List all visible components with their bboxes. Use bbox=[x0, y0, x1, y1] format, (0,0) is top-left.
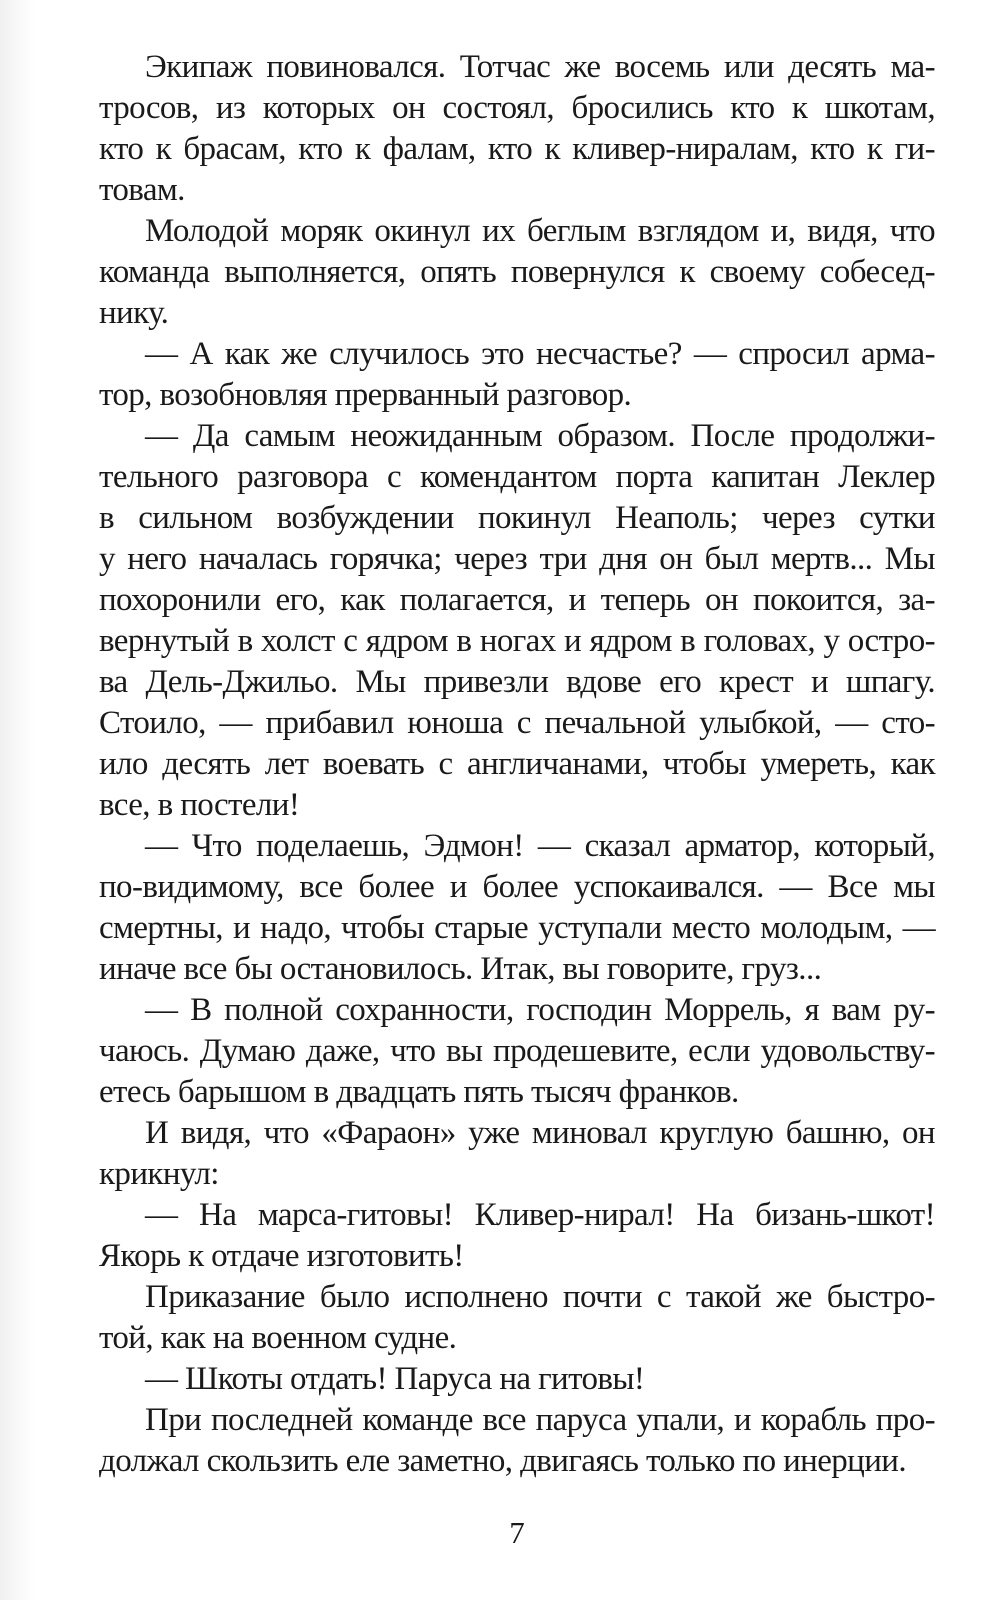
text-line: по-видимому, все более и более успокаивался. — Все мы bbox=[99, 869, 935, 905]
paragraph bbox=[99, 1277, 935, 1359]
text-line: иначе все бы остановилось. Итак, вы говорите, груз... bbox=[99, 951, 822, 987]
text-line: И видя, что «Фараон» уже миновал круглую башню, он bbox=[145, 1115, 935, 1151]
text-line: Якорь к отдаче изготовить! bbox=[99, 1238, 464, 1274]
text-line: тор, возобновляя прерванный разговор. bbox=[99, 377, 632, 413]
text-line: тросов, из которых он состоял, бросились кто к шкотам, bbox=[99, 90, 935, 126]
page-number: 7 bbox=[509, 1515, 525, 1550]
paragraph bbox=[99, 1195, 935, 1277]
text-line: товам. bbox=[99, 172, 185, 208]
text-line: похоронили его, как полагается, и теперь он покоится, за- bbox=[99, 582, 935, 618]
paragraph bbox=[99, 1113, 935, 1195]
text-line: крикнул: bbox=[99, 1156, 219, 1192]
paragraph bbox=[99, 1400, 935, 1482]
paragraph bbox=[99, 47, 935, 211]
text-line: Стоило, — прибавил юноша с печальной улыбкой, — сто- bbox=[99, 705, 935, 741]
text-line: — В полной сохранности, господин Моррель, я вам ру- bbox=[145, 992, 935, 1028]
paragraph bbox=[99, 1359, 935, 1400]
text-line: етесь барышом в двадцать пять тысяч франков. bbox=[99, 1074, 739, 1110]
text-line: — А как же случилось это несчастье? — спросил арма- bbox=[145, 336, 935, 372]
text-line: — На марса-гитовы! Кливер-нирал! На бизань-шкот! bbox=[145, 1197, 935, 1233]
text-line: Молодой моряк окинул их беглым взглядом и, видя, что bbox=[145, 213, 935, 249]
text-line: ило десять лет воевать с англичанами, чтобы умереть, как bbox=[99, 746, 935, 782]
text-line: тельного разговора с комендантом порта капитан Леклер bbox=[99, 459, 935, 495]
text-line: смертны, и надо, чтобы старые уступали место молодым, — bbox=[99, 910, 935, 946]
text-line: чаюсь. Думаю даже, что вы продешевите, если удовольству- bbox=[99, 1033, 935, 1069]
text-line: — Да самым неожиданным образом. После продолжи- bbox=[145, 418, 935, 454]
paragraph bbox=[99, 990, 935, 1113]
text-line: той, как на военном судне. bbox=[99, 1320, 457, 1356]
text-line: все, в постели! bbox=[99, 787, 300, 823]
text-line: ва Дель-Джильо. Мы привезли вдове его крест и шпагу. bbox=[99, 664, 935, 700]
text-line: При последней команде все паруса упали, и корабль про- bbox=[145, 1402, 935, 1438]
text-line: в сильном возбуждении покинул Неаполь; через сутки bbox=[99, 500, 935, 536]
text-line: должал скользить еле заметно, двигаясь только по инерции. bbox=[99, 1443, 907, 1479]
text-line: Приказание было исполнено почти с такой же быстро- bbox=[145, 1279, 935, 1315]
scan-edge-shadow bbox=[0, 0, 36, 1600]
text-line: кто к брасам, кто к фалам, кто к кливер-ниралам, кто к ги- bbox=[99, 131, 935, 167]
paragraph bbox=[99, 334, 935, 416]
text-line: — Шкоты отдать! Паруса на гитовы! bbox=[145, 1361, 645, 1397]
text-line: вернутый в холст с ядром в ногах и ядром в головах, у остро- bbox=[99, 623, 935, 659]
text-block bbox=[99, 47, 935, 1482]
paragraph bbox=[99, 826, 935, 990]
text-line: у него началась горячка; через три дня он был мертв... Мы bbox=[99, 541, 935, 577]
paragraph bbox=[99, 211, 935, 334]
text-line: Экипаж повиновался. Тотчас же восемь или десять ма- bbox=[145, 49, 935, 85]
text-line: — Что поделаешь, Эдмон! — сказал арматор, который, bbox=[145, 828, 935, 864]
text-line: нику. bbox=[99, 295, 169, 331]
text-line: команда выполняется, опять повернулся к своему собесед- bbox=[99, 254, 935, 290]
paragraph bbox=[99, 416, 935, 826]
